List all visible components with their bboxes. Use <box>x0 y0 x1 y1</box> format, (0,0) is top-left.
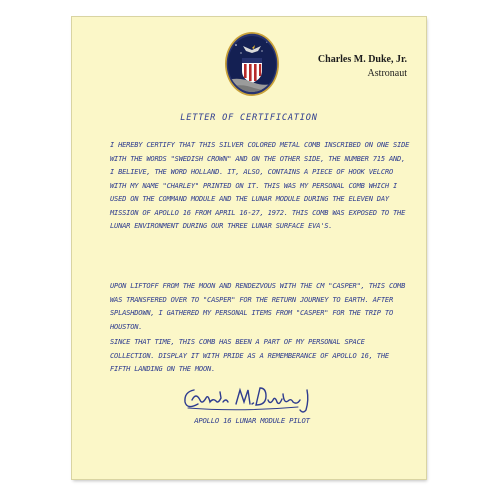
paragraph-collection <box>110 335 410 376</box>
paragraph-text: SINCE THAT TIME, THIS COMB HAS BEEN A PART OF MY PERSONAL SPACE COLLECTION. DISPLAY IT WITH PRIDE AS A REMEMBERANCE OF APOLLO 16, THE FIFTH LANDING ON THE MOON. <box>110 337 389 373</box>
letterhead-name: Charles M. Duke, Jr. <box>317 54 407 65</box>
paragraph-text: I HEREBY CERTIFY THAT THIS SILVER COLORED METAL COMB INSCRIBED ON ONE SIDE WITH THE WORDS "SWEDISH CROWN" AND ON THE OTHER SIDE, THE NUMBER 715 AND, I BELIEVE, THE WORD HOLLAND. IT, ALSO, CONTAINS A PIECE OF HOOK VELCRO WITH MY NAME "CHARLEY" PRINTED ON IT. THIS WAS MY PERSONAL COMB WHICH I USED ON THE COMMAND MODULE AND THE LUNAR MODULE DURING THE ELEVEN DAY MISSION OF APOLLO 16 FROM APRIL 16-27, 1972. THIS COMB WAS EXPOSED TO THE LUNAR ENVIRONMENT DURING OUR THREE LUNAR SURFACE EVA'S. <box>110 140 410 230</box>
letterhead <box>318 53 407 81</box>
apollo-16-patch-icon <box>224 31 280 97</box>
paragraph-text: UPON LIFTOFF FROM THE MOON AND RENDEZVOUS WITH THE CM "CASPER", THIS COMB WAS TRANSFERED OVER TO "CASPER" FOR THE RETURN JOURNEY TO EARTH. AFTER SPLASHDOWN, I GATHERED MY PERSONAL ITEMS FROM "CASPER" FOR THE TRIP TO HOUSTON. <box>110 281 406 331</box>
certificate-paper <box>72 17 426 479</box>
paragraph-certification <box>110 138 410 233</box>
signature-caption: APOLLO 16 LUNAR MODULE PILOT <box>194 416 310 425</box>
letterhead-title: Astronaut <box>367 68 407 79</box>
letter-heading: LETTER OF CERTIFICATION <box>180 113 318 123</box>
paragraph-liftoff <box>110 279 410 333</box>
handwritten-signature <box>180 380 320 416</box>
